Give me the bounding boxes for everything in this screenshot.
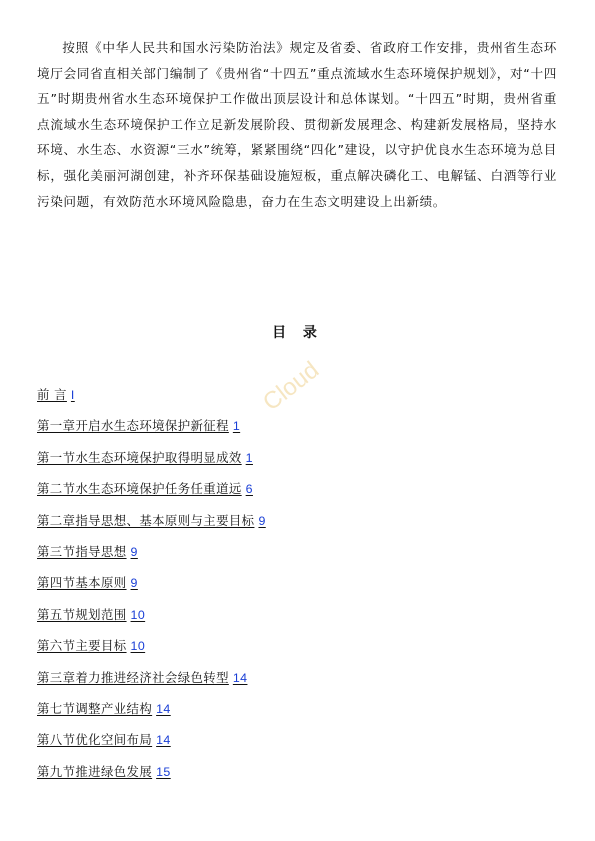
toc-entry [37,605,266,636]
toc-link[interactable] [37,670,247,685]
toc-link[interactable] [37,764,171,779]
toc-link-label: 第二节水生态环境保护任务任重道远 [37,481,242,497]
toc-link-label: 第三章着力推进经济社会绿色转型 [37,669,229,685]
toc-link[interactable] [37,732,171,747]
toc-entry [37,762,266,793]
toc-page-number: 9 [130,544,138,559]
toc-link-label: 前 言 [37,387,67,402]
toc-link[interactable] [37,418,240,433]
toc-link[interactable] [37,450,253,465]
toc-link[interactable] [37,701,171,716]
toc-link-label: 第九节推进绿色发展 [37,763,153,779]
toc-entry [37,448,266,479]
toc-page-number: 14 [156,701,171,716]
toc-page-number: 10 [130,607,146,622]
toc-link-label: 第五节规划范围 [37,606,127,622]
table-of-contents [37,385,266,793]
toc-entry [37,573,266,604]
intro-paragraph: 按照《中华人民共和国水污染防治法》规定及省委、省政府工作安排，贵州省生态环境厅会同省直相关部门编制了《贵州省“十四五”重点流域水生态环境保护规划》，对“十四五”时期贵州省水生态环境保护工作做出顶层设计和总体谋划。“十四五”时期，贵州省重点流域水生态环境保护工作立足新发展阶段、贯彻新发展理念、构建新发展格局，坚持水环境、水生态、水资源“三水”统筹，紧紧围绕“四化”建设，以守护优良水生态环境为总目标，强化美丽河湖创建，补齐环保基础设施短板，重点解决磷化工、电解锰、白酒等行业污染问题，有效防范水环境风险隐患，奋力在生态文明建设上出新绩。 [37,40,557,209]
toc-page-number: 14 [232,670,248,685]
toc-entry [37,511,266,542]
toc-link-label: 第六节主要目标 [37,638,127,654]
toc-link-label: 第八节优化空间布局 [37,732,153,748]
toc-entry [37,416,266,447]
toc-link[interactable] [37,607,145,622]
toc-link[interactable] [37,575,138,590]
toc-link-label: 第二章指导思想、基本原则与主要目标 [37,512,255,528]
toc-page-number: 9 [130,576,138,591]
toc-link-label: 第三节指导思想 [37,543,127,559]
toc-link[interactable] [37,481,253,496]
toc-page-number: 14 [156,733,171,748]
toc-title: 目 录 [272,325,323,341]
toc-entry [37,385,266,416]
toc-page-number: 10 [130,639,146,654]
toc-page-number: I [70,388,75,402]
toc-link[interactable] [37,387,75,402]
toc-page-number: 15 [156,764,171,779]
toc-link-label: 第一节水生态环境保护取得明显成效 [37,449,242,465]
toc-link-label: 第七节调整产业结构 [37,700,153,716]
toc-page-number: 9 [258,513,266,528]
toc-page-number: 1 [232,419,241,434]
toc-entry [37,699,266,730]
toc-page-number: 1 [245,450,253,465]
toc-link[interactable] [37,638,145,653]
toc-page-number: 6 [245,482,253,497]
toc-entry [37,730,266,761]
toc-entry [37,636,266,667]
toc-entry [37,668,266,699]
toc-entry [37,542,266,573]
toc-link[interactable] [37,513,266,528]
watermark-logo: Cloud [258,356,325,417]
toc-entry [37,479,266,510]
toc-link[interactable] [37,544,138,559]
toc-link-label: 第一章开启水生态环境保护新征程 [37,418,229,434]
toc-link-label: 第四节基本原则 [37,575,127,591]
